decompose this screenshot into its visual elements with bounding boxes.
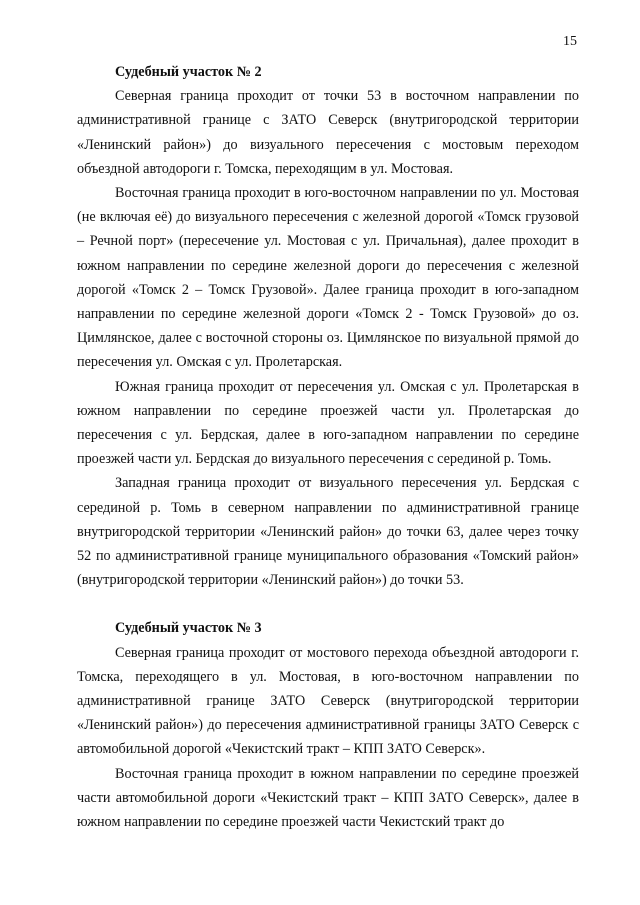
paragraph-north-boundary: Северная граница проходит от мостового перехода объездной автодороги г. Томска, переходящего в ул. Мостовая, в юго-восточном направлении по административной границе ЗАТО Северск (внутригородской территории «Ленинский район») до пересечения административной границы ЗАТО Северск с автомобильной дорогой «Чекистский тракт – КПП ЗАТО Северск». <box>77 644 579 758</box>
document-body <box>77 60 579 834</box>
section-divider-space <box>77 592 579 616</box>
paragraph-north-boundary: Северная граница проходит от точки 53 в восточном направлении по административной границе с ЗАТО Северск (внутригородской территории «Ленинский район») до визуального пересечения с мостовым переходом объездной автодороги г. Томска, переходящим в ул. Мостовая. <box>77 88 579 177</box>
page-number: 15 <box>563 34 577 49</box>
paragraph-east-boundary: Восточная граница проходит в южном направлении по середине проезжей части автомобильной дороги «Чекистский тракт – КПП ЗАТО Северск», далее в южном направлении по середине проезжей части Чекистский тракт до <box>77 765 579 831</box>
section-court-district-2 <box>77 60 579 592</box>
paragraph-east-boundary: Восточная граница проходит в юго-восточном направлении по ул. Мостовая (не включая её) до визуального пересечения с железной дорогой «Томск грузовой – Речной порт» (пересечение ул. Мостовая с ул. Причальная), далее проходит в южном направлении по середине железной дороги до пересечения с железной дорогой «Томск 2 – Томск Грузовой». Далее граница проходит в юго-западном направлении по середине железной дороги «Томск 2 - Томск Грузовой» до оз. Цимлянское, далее с восточной стороны оз. Цимлянское по визуальной прямой до пересечения ул. Омская с ул. Пролетарская. <box>77 185 579 371</box>
section-court-district-3 <box>77 616 579 834</box>
paragraph-west-boundary: Западная граница проходит от визуального пересечения ул. Бердская с серединой р. Томь в северном направлении по административной границе внутригородской территории «Ленинский район» до точки 63, далее через точку 52 по административной границе муниципального образования «Томский район» (внутригородской территории «Ленинский район») до точки 53. <box>77 475 579 589</box>
section-title: Судебный участок № 2 <box>115 64 262 80</box>
paragraph-south-boundary: Южная граница проходит от пересечения ул. Омская с ул. Пролетарская в южном направлении по середине проезжей части ул. Пролетарская до пересечения с ул. Бердская, далее в юго-западном направлении по середине проезжей части ул. Бердская до визуального пересечения с серединой р. Томь. <box>77 378 579 468</box>
section-title: Судебный участок № 3 <box>115 620 262 637</box>
